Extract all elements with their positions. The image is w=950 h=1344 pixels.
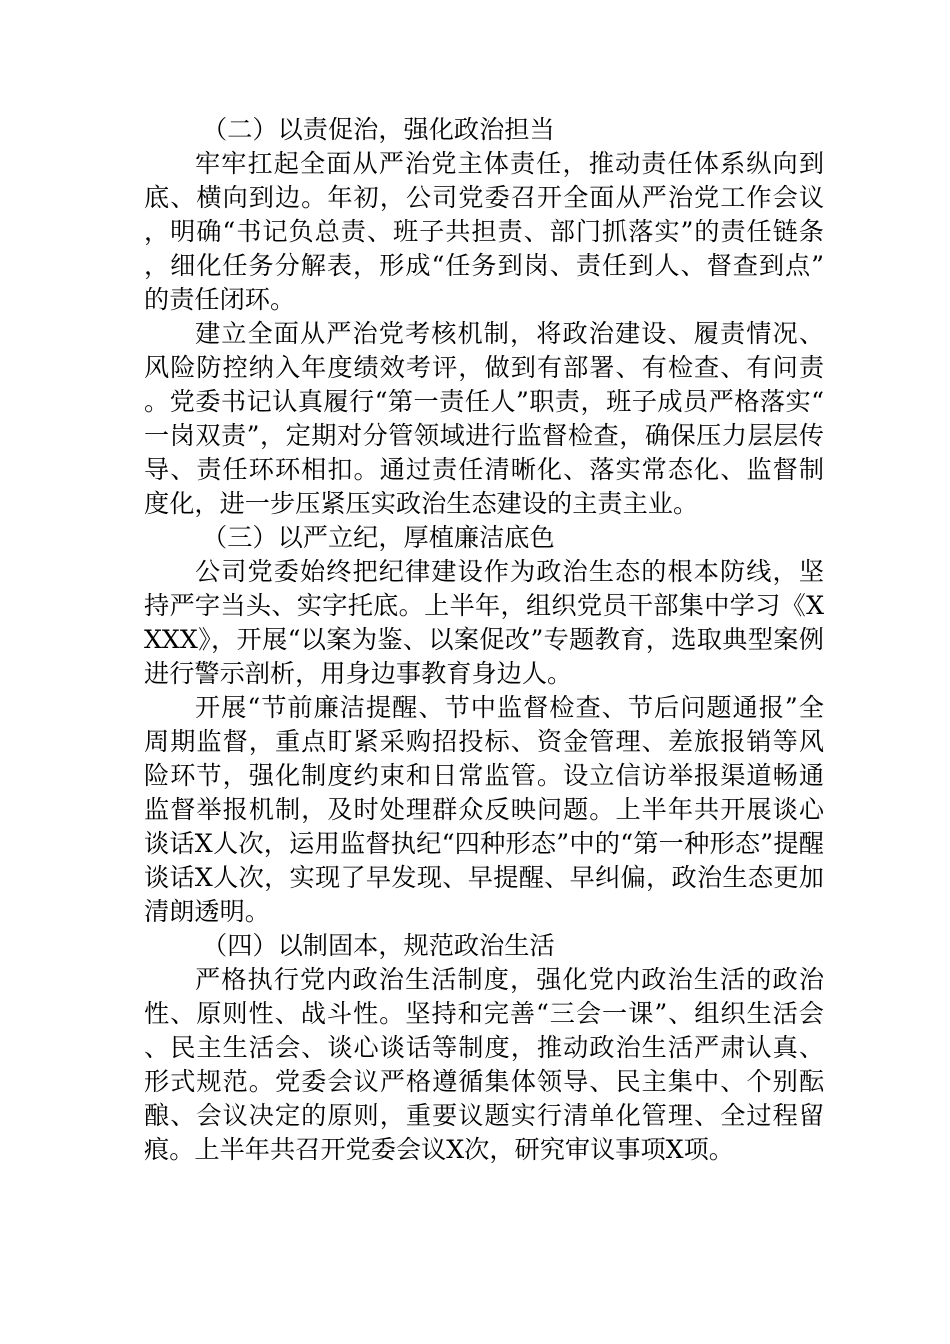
paragraph: 牢牢扛起全面从严治党主体责任，推动责任体系纵向到底、横向到边。年初，公司党委召开全面从严治党工作会议，明确“书记负总责、班子共担责、部门抓落实”的责任链条，细化任务分解表，形成“任务到岗、责任到人、督查到点”的责任闭环。	[144, 149, 824, 314]
paragraph: 严格执行党内政治生活制度，强化党内政治生活的政治性、原则性、战斗性。坚持和完善“三会一课”、组织生活会、民主生活会、谈心谈话等制度，推动政治生活严肃认真、形式规范。党委会议严格遵循集体领导、民主集中、个别酝酿、会议决定的原则，重要议题实行清单化管理、全过程留痕。上半年共召开党委会议X次，研究审议事项X项。	[144, 965, 824, 1164]
section-heading-3: （三）以严立纪，厚植廉洁底色	[202, 523, 555, 552]
section-heading-4: （四）以制固本，规范政治生活	[202, 931, 555, 960]
document-page	[144, 113, 824, 1167]
paragraph: 公司党委始终把纪律建设作为政治生态的根本防线，坚持严字当头、实字托底。上半年，组织党员干部集中学习《XXXX》，开展“以案为鉴、以案促改”专题教育，选取典型案例进行警示剖析，用身边事教育身边人。	[144, 557, 824, 688]
paragraph: 建立全面从严治党考核机制，将政治建设、履责情况、风险防控纳入年度绩效考评，做到有部署、有检查、有问责。党委书记认真履行“第一责任人”职责，班子成员严格落实“一岗双责”，定期对分管领域进行监督检查，确保压力层层传导、责任环环相扣。通过责任清晰化、落实常态化、监督制度化，进一步压紧压实政治生态建设的主责主业。	[144, 319, 824, 518]
section-heading-2: （二）以责促治，强化政治担当	[202, 115, 555, 144]
paragraph: 开展“节前廉洁提醒、节中监督检查、节后问题通报”全周期监督，重点盯紧采购招投标、资金管理、差旅报销等风险环节，强化制度约束和日常监管。设立信访举报渠道畅通监督举报机制，及时处理群众反映问题。上半年共开展谈心谈话X人次，运用监督执纪“四种形态”中的“第一种形态”提醒谈话X人次，实现了早发现、早提醒、早纠偏，政治生态更加清朗透明。	[144, 693, 824, 926]
